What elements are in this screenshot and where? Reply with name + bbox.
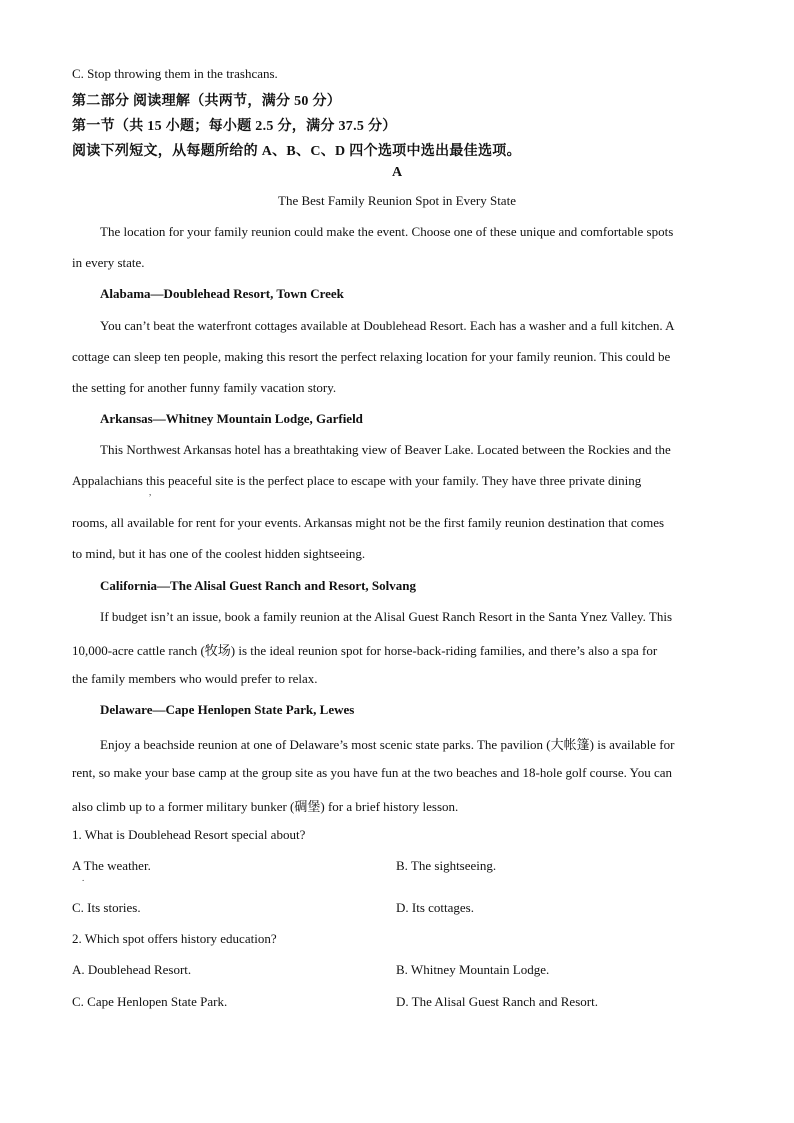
part-heading: 第二部分 阅读理解（共两节，满分 50 分） bbox=[72, 94, 342, 109]
previous-option-c: C. Stop throwing them in the trashcans. bbox=[72, 66, 278, 81]
passage-title: The Best Family Reunion Spot in Every State bbox=[278, 193, 516, 208]
question-1-option-d: D. Its cottages. bbox=[396, 900, 474, 915]
question-1-option-c: C. Its stories. bbox=[72, 900, 141, 915]
question-2-option-a: A. Doublehead Resort. bbox=[72, 962, 192, 977]
california-line-1: If budget isn’t an issue, book a family reunion at the Alisal Guest Ranch Resort in the Santa Ynez Valley. This bbox=[100, 609, 673, 624]
alabama-line-2: cottage can sleep ten people, making this resort the perfect relaxing location for your family reunion. This could be bbox=[72, 349, 671, 364]
arkansas-line-1: This Northwest Arkansas hotel has a breathtaking view of Beaver Lake. Located between the Rockies and the bbox=[100, 442, 671, 457]
intro-line-1: The location for your family reunion could make the event. Choose one of these unique and comfortable spots bbox=[100, 224, 674, 239]
alabama-line-1: You can’t beat the waterfront cottages available at Doublehead Resort. Each has a washer and a full kitchen. A bbox=[100, 318, 675, 333]
intro-line-2: in every state. bbox=[72, 255, 145, 270]
california-line-2: 10,000-acre cattle ranch (牧场) is the ideal reunion spot for horse-back-riding families, and there’s also a spa for bbox=[72, 643, 658, 658]
question-1-option-a: A The weather. bbox=[72, 858, 151, 873]
comma-mark: , bbox=[149, 487, 152, 497]
question-2-stem: 2. Which spot offers history education? bbox=[72, 931, 277, 946]
dot-mark: . bbox=[82, 873, 85, 883]
delaware-line-3: also climb up to a former military bunker (碉堡) for a brief history lesson. bbox=[72, 799, 459, 814]
question-2-option-b: B. Whitney Mountain Lodge. bbox=[396, 962, 550, 977]
arkansas-line-4: to mind, but it has one of the coolest hidden sightseeing. bbox=[72, 546, 366, 561]
question-1-option-b: B. The sightseeing. bbox=[396, 858, 497, 873]
entry-heading-arkansas: Arkansas—Whitney Mountain Lodge, Garfield bbox=[100, 411, 363, 426]
entry-heading-alabama: Alabama—Doublehead Resort, Town Creek bbox=[100, 286, 344, 301]
delaware-line-1: Enjoy a beachside reunion at one of Delaware’s most scenic state parks. The pavilion (大帐篷) is available for bbox=[100, 737, 675, 752]
instruction-text: 阅读下列短文，从每题所给的 A、B、C、D 四个选项中选出最佳选项。 bbox=[72, 144, 521, 159]
question-2-option-c: C. Cape Henlopen State Park. bbox=[72, 994, 228, 1009]
arkansas-line-3: rooms, all available for rent for your events. Arkansas might not be the first family reunion destination that comes bbox=[72, 515, 665, 530]
entry-heading-california: California—The Alisal Guest Ranch and Resort, Solvang bbox=[100, 578, 417, 593]
arkansas-line-2: Appalachians this peaceful site is the perfect place to escape with your family. They have three private dining bbox=[72, 473, 642, 488]
delaware-line-2: rent, so make your base camp at the group site as you have fun at the two beaches and 18-hole golf course. You can bbox=[72, 765, 672, 780]
question-1-stem: 1. What is Doublehead Resort special about? bbox=[72, 827, 306, 842]
passage-letter: A bbox=[391, 165, 403, 180]
alabama-line-3: the setting for another funny family vacation story. bbox=[72, 380, 337, 395]
california-line-3: the family members who would prefer to relax. bbox=[72, 671, 318, 686]
subsection-heading: 第一节（共 15 小题；每小题 2.5 分，满分 37.5 分） bbox=[72, 119, 397, 134]
question-2-option-d: D. The Alisal Guest Ranch and Resort. bbox=[396, 994, 598, 1009]
entry-heading-delaware: Delaware—Cape Henlopen State Park, Lewes bbox=[100, 702, 355, 717]
